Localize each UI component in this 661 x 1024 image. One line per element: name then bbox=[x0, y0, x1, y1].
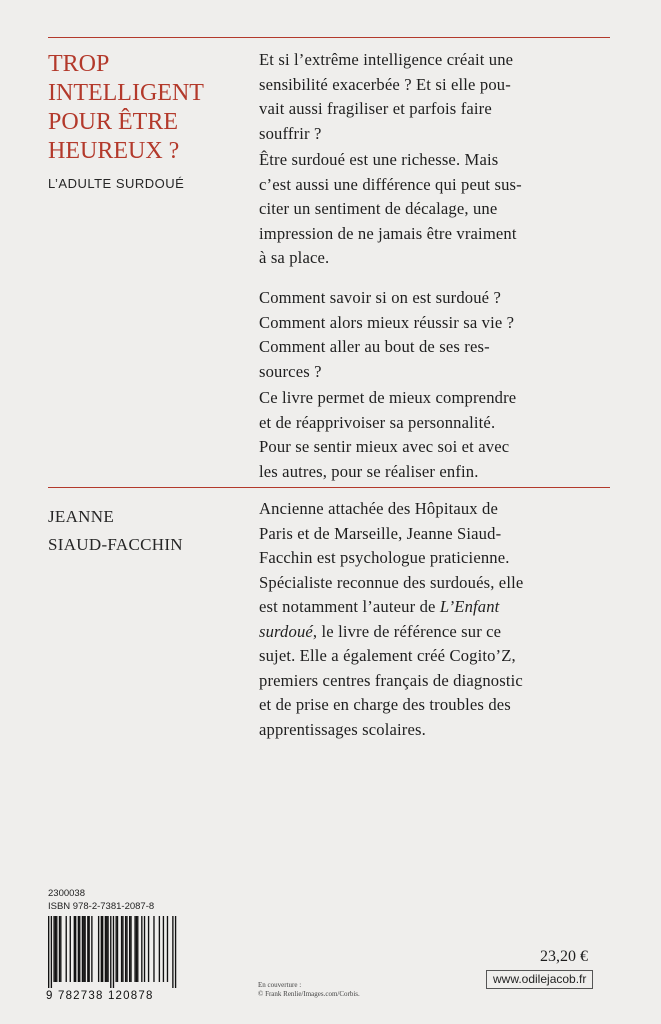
book-reference: L’Enfant bbox=[439, 597, 500, 616]
bio-line: apprentissages scolaires. bbox=[259, 719, 426, 739]
blurb-line: sensibilité exacerbée ? Et si elle pou- bbox=[259, 74, 511, 94]
barcode-bar bbox=[75, 916, 76, 982]
barcode-bar bbox=[98, 916, 99, 982]
blurb-line: Et si l’extrême intelligence créait une bbox=[259, 50, 514, 69]
price: 23,20 € bbox=[540, 948, 588, 965]
blurb-line: à sa place. bbox=[259, 248, 330, 267]
barcode-bar bbox=[66, 916, 67, 982]
blurb-line: vait aussi fragiliser et parfois faire bbox=[259, 99, 492, 118]
barcode-bar bbox=[91, 916, 92, 982]
blurb-line: Comment savoir si on est surdoué ? bbox=[259, 288, 501, 307]
blurb-line: Ce livre permet de mieux comprendre bbox=[259, 388, 517, 407]
blurb-paragraph-1 bbox=[259, 48, 621, 146]
barcode-bar bbox=[102, 916, 103, 982]
author-bio bbox=[259, 497, 621, 742]
product-codes bbox=[48, 887, 154, 913]
barcode-bar bbox=[56, 916, 57, 982]
barcode-bar bbox=[107, 916, 108, 982]
title-line: POUR ÊTRE bbox=[48, 109, 179, 135]
barcode-bar bbox=[125, 916, 126, 982]
bio-line: Facchin est psychologue praticienne. bbox=[259, 548, 510, 567]
title-line: TROP bbox=[48, 51, 110, 77]
blurb-paragraph-4 bbox=[259, 386, 621, 484]
barcode-bar bbox=[163, 916, 164, 982]
blurb-line: citer un sentiment de décalage, une bbox=[259, 199, 498, 218]
title-line: HEUREUX ? bbox=[48, 138, 180, 164]
barcode-bar bbox=[83, 916, 84, 982]
barcode-bar bbox=[144, 916, 145, 982]
barcode-bar bbox=[122, 916, 123, 982]
barcode-bar bbox=[129, 916, 130, 982]
barcode-bar bbox=[121, 916, 122, 982]
barcode-bar bbox=[55, 916, 56, 982]
barcode-bar bbox=[116, 916, 117, 982]
blurb-line: Pour se sentir mieux avec soi et avec bbox=[259, 437, 510, 456]
isbn: ISBN 978-2-7381-2087-8 bbox=[48, 901, 155, 912]
barcode-bar bbox=[78, 916, 79, 982]
bio-line: Paris et de Marseille, Jeanne Siaud- bbox=[259, 523, 502, 543]
bio-line bbox=[259, 595, 621, 620]
book-subtitle: L’ADULTE SURDOUÉ bbox=[48, 176, 185, 191]
middle-rule bbox=[48, 487, 610, 488]
blurb-line: Être surdoué est une richesse. Mais bbox=[259, 150, 499, 169]
author-line: SIAUD-FACCHIN bbox=[48, 535, 183, 554]
barcode-bar bbox=[89, 916, 90, 982]
book-reference: surdoué bbox=[259, 621, 313, 641]
barcode bbox=[46, 916, 180, 988]
barcode-bar bbox=[134, 916, 135, 982]
barcode-bar bbox=[101, 916, 102, 982]
book-title bbox=[48, 50, 248, 166]
blurb-line: et de réapprivoiser sa personnalité. bbox=[259, 412, 496, 432]
barcode-bar bbox=[159, 916, 160, 982]
barcode-bar bbox=[130, 916, 131, 982]
cover-credit bbox=[258, 981, 360, 999]
blurb-paragraph-3 bbox=[259, 286, 621, 384]
blurb-line: c’est aussi une différence qui peut sus- bbox=[259, 174, 522, 194]
bio-line: Spécialiste reconnue des surdoués, elle bbox=[259, 572, 524, 592]
credit-photo: © Frank Renlie/Images.com/Corbis. bbox=[258, 990, 360, 998]
barcode-bar bbox=[148, 916, 149, 982]
barcode-bar bbox=[48, 916, 49, 988]
product-code: 2300038 bbox=[48, 888, 85, 899]
blurb-line: Comment aller au bout de ses res- bbox=[259, 337, 490, 356]
top-rule bbox=[48, 37, 610, 38]
barcode-bar bbox=[105, 916, 106, 982]
barcode-bar bbox=[110, 916, 111, 988]
bio-line: premiers centres français de diagnostic bbox=[259, 670, 523, 690]
blurb-paragraph-2 bbox=[259, 148, 621, 271]
bio-line bbox=[259, 620, 621, 645]
barcode-bar bbox=[59, 916, 60, 982]
blurb-line: souffrir ? bbox=[259, 123, 322, 143]
blurb-line: sources ? bbox=[259, 361, 322, 381]
publisher-website[interactable]: www.odilejacob.fr bbox=[486, 970, 593, 989]
author-name bbox=[48, 503, 183, 559]
bio-line: et de prise en charge des troubles des bbox=[259, 695, 511, 714]
barcode-bar bbox=[175, 916, 176, 988]
barcode-bar bbox=[136, 916, 137, 982]
barcode-bar bbox=[82, 916, 83, 982]
barcode-bar bbox=[53, 916, 54, 982]
barcode-number: 9 782738 120878 bbox=[46, 990, 154, 1002]
barcode-bar bbox=[113, 916, 114, 988]
barcode-bar bbox=[126, 916, 127, 982]
barcode-bar bbox=[106, 916, 107, 982]
credit-label: En couverture : bbox=[258, 981, 302, 989]
barcode-bar bbox=[60, 916, 61, 982]
blurb-line: impression de ne jamais être vraiment bbox=[259, 223, 517, 243]
bio-text: , le livre de référence sur ce bbox=[312, 621, 502, 641]
barcode-bar bbox=[167, 916, 168, 982]
bio-line: sujet. Elle a également créé Cogito’Z, bbox=[259, 646, 516, 665]
title-line: INTELLIGENT bbox=[48, 80, 204, 106]
blurb-line: les autres, pour se réaliser enfin. bbox=[259, 461, 479, 481]
barcode-bar bbox=[79, 916, 80, 982]
barcode-bar bbox=[84, 916, 85, 982]
author-line: JEANNE bbox=[48, 507, 115, 526]
barcode-bar bbox=[117, 916, 118, 982]
barcode-bar bbox=[87, 916, 88, 982]
barcode-bar bbox=[172, 916, 173, 988]
bio-line: Ancienne attachée des Hôpitaux de bbox=[259, 499, 499, 518]
barcode-bar bbox=[153, 916, 154, 982]
barcode-bar bbox=[70, 916, 71, 982]
blurb-line: Comment alors mieux réussir sa vie ? bbox=[259, 312, 515, 332]
barcode-bar bbox=[137, 916, 138, 982]
bio-text: est notamment l’auteur de bbox=[259, 597, 440, 616]
barcode-bar bbox=[74, 916, 75, 982]
barcode-bar bbox=[141, 916, 142, 982]
barcode-bar bbox=[51, 916, 52, 988]
